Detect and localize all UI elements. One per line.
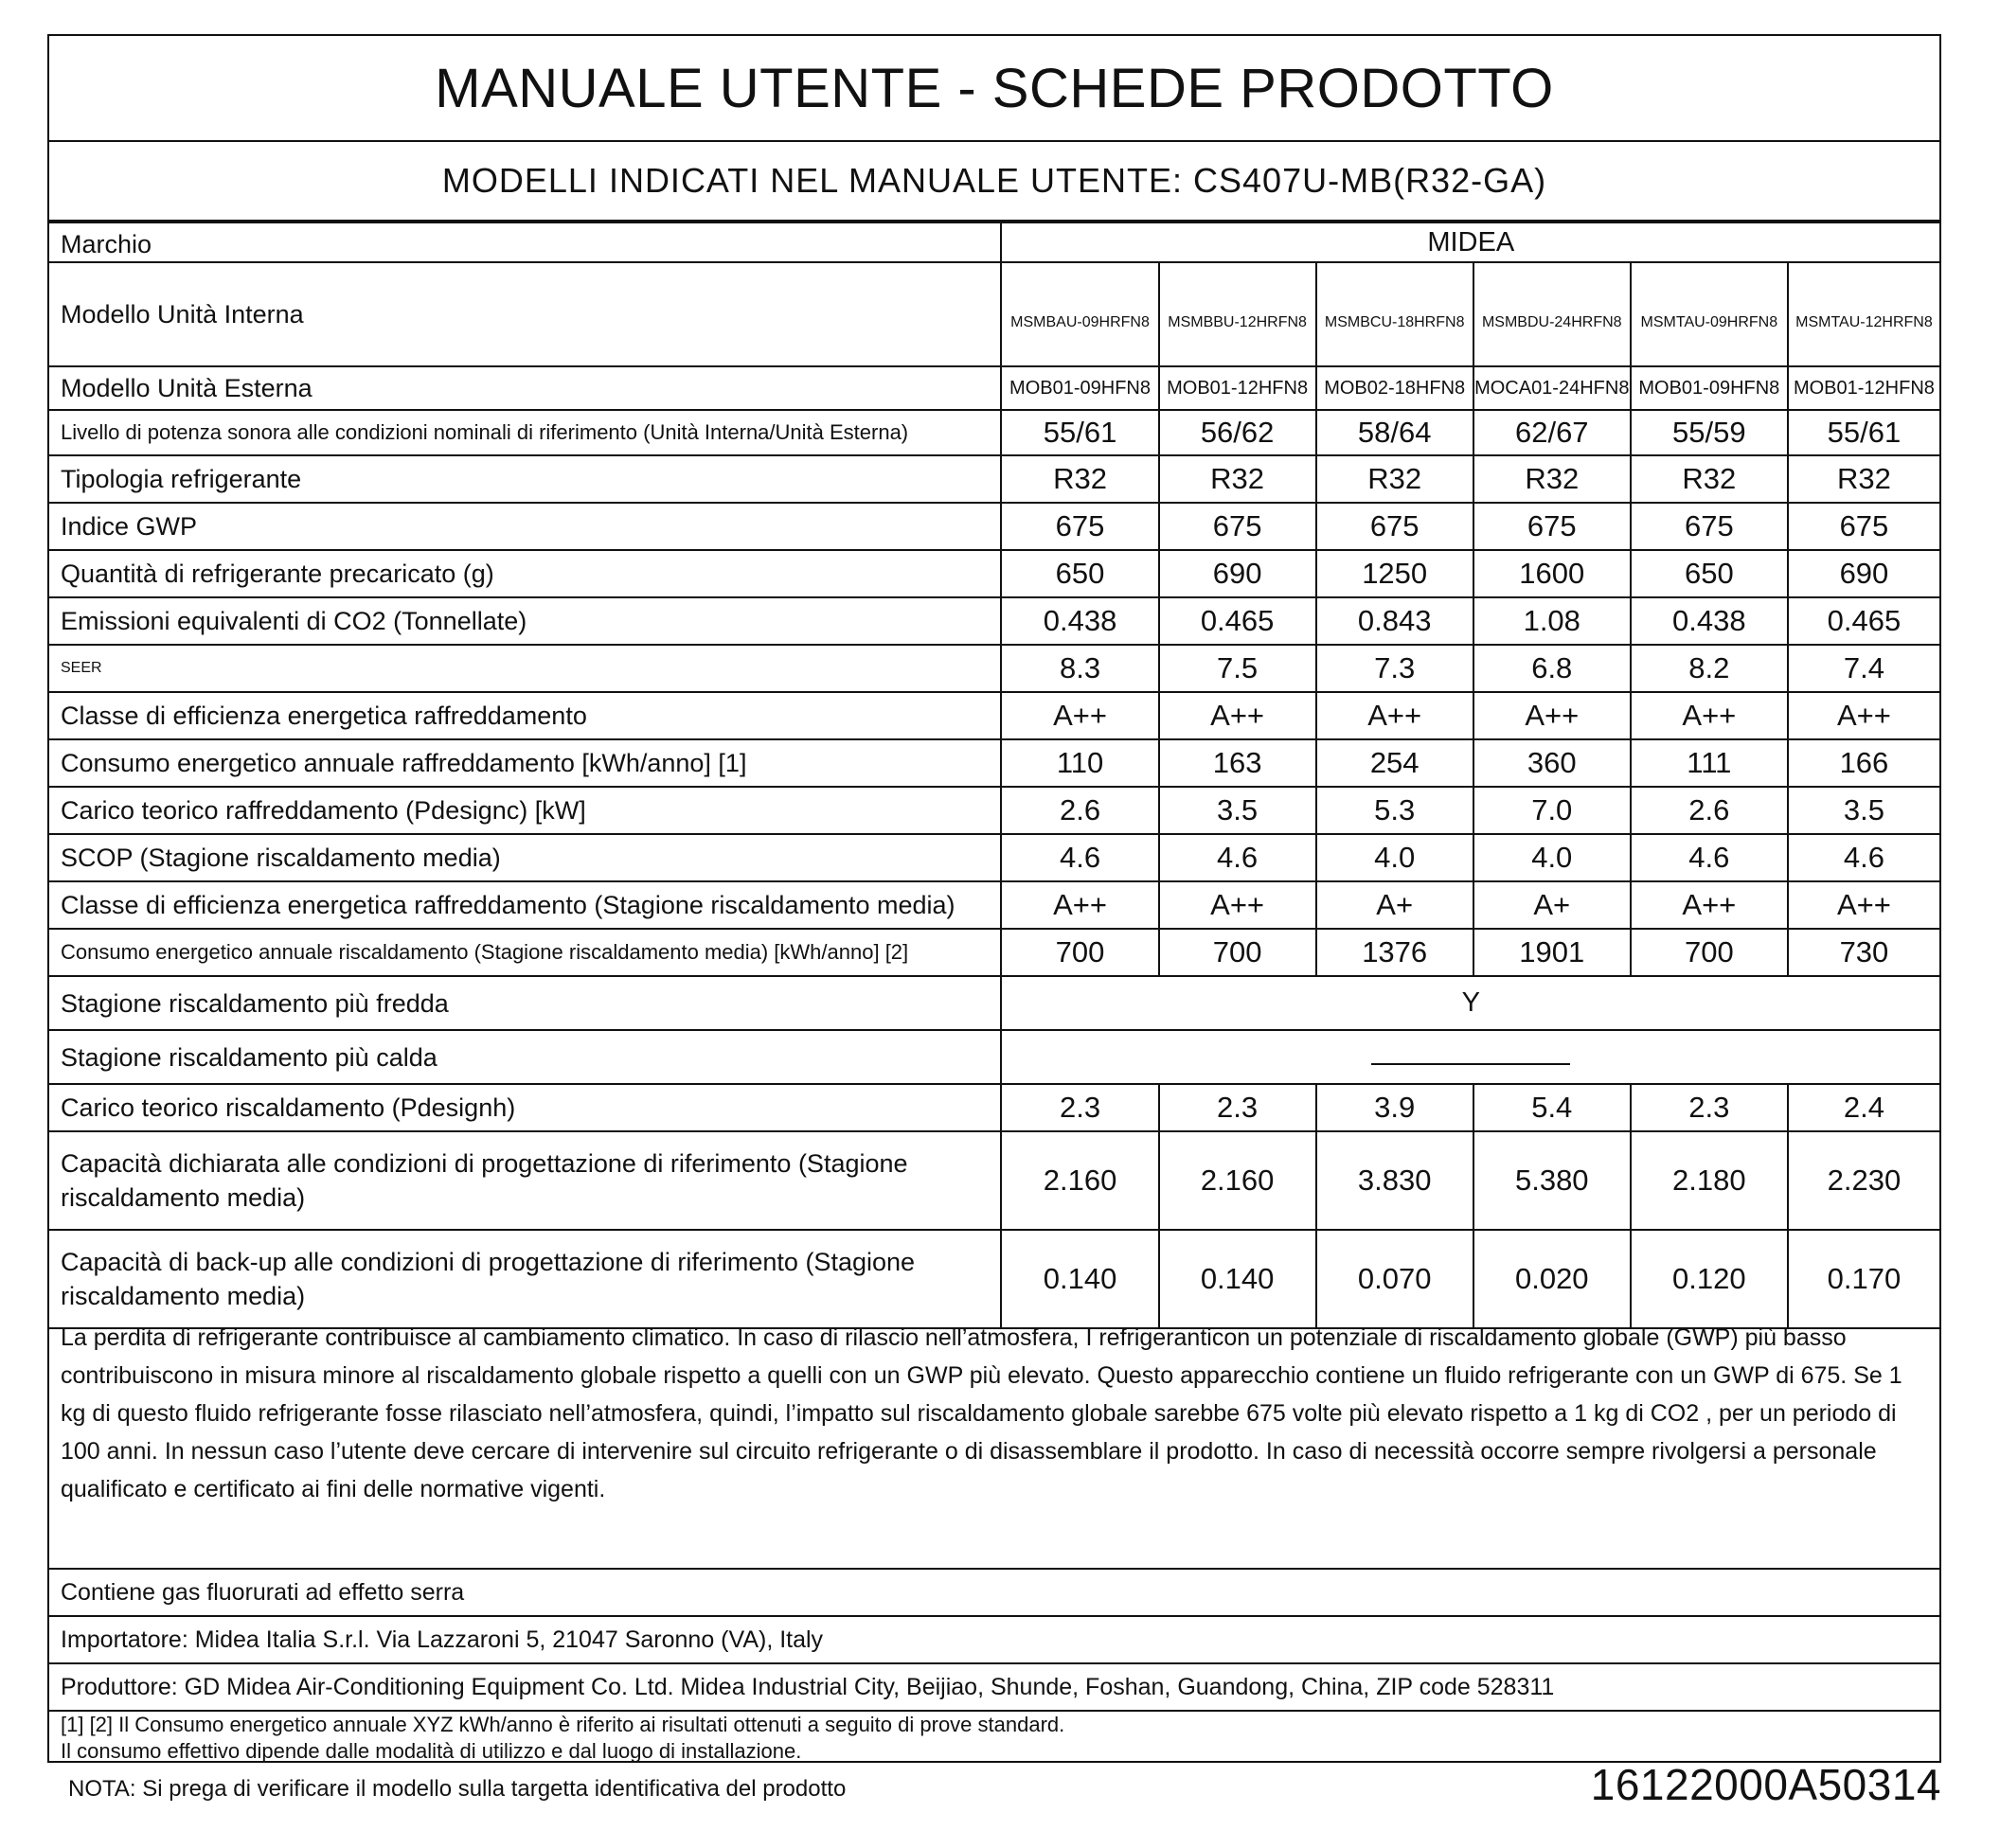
value-cell: 650 bbox=[1001, 550, 1158, 597]
indoor-model-label: Modello Unità Interna bbox=[49, 262, 1001, 366]
value-cell: 0.120 bbox=[1631, 1230, 1788, 1328]
row-label: Stagione riscaldamento più fredda bbox=[49, 976, 1001, 1030]
spec-row bbox=[49, 410, 1939, 455]
page-title: MANUALE UTENTE - SCHEDE PRODOTTO bbox=[49, 36, 1939, 142]
row-label: Consumo energetico annuale riscaldamento (Stagione riscaldamento media) [kWh/anno] [2] bbox=[49, 929, 1001, 976]
value-cell: A+ bbox=[1473, 881, 1631, 929]
empty-value-dash bbox=[1001, 1030, 1939, 1084]
row-label: Stagione riscaldamento più calda bbox=[49, 1030, 1001, 1084]
value-cell: 730 bbox=[1788, 929, 1939, 976]
row-label: Indice GWP bbox=[49, 503, 1001, 550]
value-cell: 2.3 bbox=[1001, 1084, 1158, 1131]
value-cell: 7.0 bbox=[1473, 787, 1631, 834]
value-cell: 3.5 bbox=[1788, 787, 1939, 834]
value-cell: A++ bbox=[1631, 692, 1788, 739]
spec-row bbox=[49, 645, 1939, 692]
value-cell: 2.6 bbox=[1001, 787, 1158, 834]
spec-row bbox=[49, 881, 1939, 929]
dash-line bbox=[1371, 1063, 1570, 1065]
value-cell: 7.5 bbox=[1159, 645, 1316, 692]
value-cell: 58/64 bbox=[1316, 410, 1473, 455]
value-cell: 62/67 bbox=[1473, 410, 1631, 455]
indoor-model: MSMBAU-09HRFN8 bbox=[1001, 262, 1158, 366]
value-cell: 110 bbox=[1001, 739, 1158, 787]
indoor-model: MSMTAU-09HRFN8 bbox=[1631, 262, 1788, 366]
value-cell: 675 bbox=[1473, 503, 1631, 550]
value-cell: 360 bbox=[1473, 739, 1631, 787]
value-cell: 0.438 bbox=[1631, 597, 1788, 645]
value-cell: R32 bbox=[1473, 455, 1631, 503]
value-cell: 690 bbox=[1788, 550, 1939, 597]
value-cell: 675 bbox=[1001, 503, 1158, 550]
value-cell: 8.3 bbox=[1001, 645, 1158, 692]
value-cell: 8.2 bbox=[1631, 645, 1788, 692]
value-cell: 675 bbox=[1631, 503, 1788, 550]
value-cell: 55/61 bbox=[1001, 410, 1158, 455]
value-cell: A++ bbox=[1788, 881, 1939, 929]
value-cell: 2.3 bbox=[1631, 1084, 1788, 1131]
value-cell: 2.4 bbox=[1788, 1084, 1939, 1131]
value-cell: R32 bbox=[1316, 455, 1473, 503]
indoor-model: MSMTAU-12HRFN8 bbox=[1788, 262, 1939, 366]
value-cell: 0.020 bbox=[1473, 1230, 1631, 1328]
value-cell: 690 bbox=[1159, 550, 1316, 597]
colder-season-row bbox=[49, 976, 1939, 1030]
indoor-model: MSMBBU-12HRFN8 bbox=[1159, 262, 1316, 366]
value-cell: 4.6 bbox=[1631, 834, 1788, 881]
row-label: Emissioni equivalenti di CO2 (Tonnellate) bbox=[49, 597, 1001, 645]
value-cell: A++ bbox=[1788, 692, 1939, 739]
row-label: Consumo energetico annuale raffreddamento [kWh/anno] [1] bbox=[49, 739, 1001, 787]
value-cell: 5.380 bbox=[1473, 1131, 1631, 1230]
value-cell: 4.0 bbox=[1473, 834, 1631, 881]
document-code: 16122000A50314 bbox=[1590, 1760, 1941, 1809]
value-cell: 650 bbox=[1631, 550, 1788, 597]
footnotes bbox=[49, 1712, 1939, 1765]
outdoor-model: MOCA01-24HFN8 bbox=[1473, 366, 1631, 410]
value-cell: 6.8 bbox=[1473, 645, 1631, 692]
value-cell: 0.465 bbox=[1159, 597, 1316, 645]
outdoor-model: MOB01-12HFN8 bbox=[1788, 366, 1939, 410]
merged-value: Y bbox=[1001, 976, 1939, 1030]
indoor-model-row bbox=[49, 262, 1939, 366]
row-label: Tipologia refrigerante bbox=[49, 455, 1001, 503]
spec-row bbox=[49, 1131, 1939, 1230]
value-cell: 1250 bbox=[1316, 550, 1473, 597]
row-label: Classe di efficienza energetica raffreddamento bbox=[49, 692, 1001, 739]
footnote-line: Il consumo effettivo dipende dalle modalità di utilizzo e dal luogo di installazione. bbox=[61, 1739, 802, 1763]
value-cell: A+ bbox=[1316, 881, 1473, 929]
refrigerant-notice: La perdita di refrigerante contribuisce al cambiamento climatico. In caso di rilascio nell’atmosfera, I refrigeranticon un potenziale di riscaldamento globale (GWP) più basso contribuiscono in misura minore al riscaldamento globale rispetto a quelli con un GWP più elevato. Questo apparecchio contiene un fluido refrigerante con un GWP di 675. Se 1 kg di questo fluido refrigerante fosse rilasciato nell’atmosfera, quindi, l’impatto sul riscaldamento globale sarebbe 675 volte più elevato rispetto a 1 kg di CO2 , per un periodo di 100 anni. In nessun caso l’utente deve cercare di intervenire sul circuito refrigerante o di disassemblare il prodotto. In caso di necessità occorre sempre rivolgersi a personale qualificato e certificato ai fini delle normative vigenti. bbox=[49, 1300, 1939, 1570]
value-cell: 4.6 bbox=[1001, 834, 1158, 881]
value-cell: 700 bbox=[1159, 929, 1316, 976]
spec-row bbox=[49, 503, 1939, 550]
spec-row bbox=[49, 550, 1939, 597]
outdoor-model: MOB01-12HFN8 bbox=[1159, 366, 1316, 410]
value-cell: 2.180 bbox=[1631, 1131, 1788, 1230]
value-cell: 0.465 bbox=[1788, 597, 1939, 645]
value-cell: A++ bbox=[1316, 692, 1473, 739]
value-cell: 4.0 bbox=[1316, 834, 1473, 881]
value-cell: 1600 bbox=[1473, 550, 1631, 597]
brand-row bbox=[49, 222, 1939, 262]
brand-label: Marchio bbox=[49, 222, 1001, 262]
spec-row bbox=[49, 597, 1939, 645]
outdoor-model: MOB02-18HFN8 bbox=[1316, 366, 1473, 410]
producer-info: Produttore: GD Midea Air-Conditioning Equipment Co. Ltd. Midea Industrial City, Beijiao, Shunde, Foshan, Guandong, China, ZIP code 528311 bbox=[49, 1664, 1939, 1712]
spec-table bbox=[49, 222, 1939, 1329]
spec-row bbox=[49, 692, 1939, 739]
value-cell: 675 bbox=[1159, 503, 1316, 550]
value-cell: A++ bbox=[1001, 881, 1158, 929]
value-cell: 254 bbox=[1316, 739, 1473, 787]
importer-info: Importatore: Midea Italia S.r.l. Via Lazzaroni 5, 21047 Saronno (VA), Italy bbox=[49, 1617, 1939, 1664]
value-cell: 0.140 bbox=[1001, 1230, 1158, 1328]
footnote-line: [1] [2] Il Consumo energetico annuale XYZ kWh/anno è riferito ai risultati ottenuti a seguito di prove standard. bbox=[61, 1713, 1065, 1736]
value-cell: A++ bbox=[1159, 881, 1316, 929]
value-cell: 4.6 bbox=[1159, 834, 1316, 881]
value-cell: 0.438 bbox=[1001, 597, 1158, 645]
spec-row bbox=[49, 1084, 1939, 1131]
outdoor-model: MOB01-09HFN8 bbox=[1001, 366, 1158, 410]
row-label: SEER bbox=[49, 645, 1001, 692]
value-cell: 0.843 bbox=[1316, 597, 1473, 645]
row-label: Carico teorico raffreddamento (Pdesignc) [kW] bbox=[49, 787, 1001, 834]
value-cell: 55/61 bbox=[1788, 410, 1939, 455]
value-cell: 0.170 bbox=[1788, 1230, 1939, 1328]
spec-row bbox=[49, 929, 1939, 976]
verification-note: NOTA: Si prega di verificare il modello sulla targetta identificativa del prodotto bbox=[68, 1776, 847, 1802]
indoor-model: MSMBCU-18HRFN8 bbox=[1316, 262, 1473, 366]
value-cell: R32 bbox=[1631, 455, 1788, 503]
value-cell: 1.08 bbox=[1473, 597, 1631, 645]
value-cell: 1376 bbox=[1316, 929, 1473, 976]
value-cell: 2.3 bbox=[1159, 1084, 1316, 1131]
spec-row bbox=[49, 739, 1939, 787]
row-label: SCOP (Stagione riscaldamento media) bbox=[49, 834, 1001, 881]
value-cell: 7.3 bbox=[1316, 645, 1473, 692]
spec-row bbox=[49, 787, 1939, 834]
value-cell: 166 bbox=[1788, 739, 1939, 787]
warmer-season-row bbox=[49, 1030, 1939, 1084]
value-cell: 2.230 bbox=[1788, 1131, 1939, 1230]
value-cell: 675 bbox=[1788, 503, 1939, 550]
value-cell: 163 bbox=[1159, 739, 1316, 787]
indoor-model: MSMBDU-24HRFN8 bbox=[1473, 262, 1631, 366]
spec-row bbox=[49, 455, 1939, 503]
value-cell: 2.160 bbox=[1001, 1131, 1158, 1230]
value-cell: A++ bbox=[1159, 692, 1316, 739]
brand-value: MIDEA bbox=[1001, 222, 1939, 262]
outdoor-model-label: Modello Unità Esterna bbox=[49, 366, 1001, 410]
value-cell: R32 bbox=[1788, 455, 1939, 503]
row-label: Livello di potenza sonora alle condizioni nominali di riferimento (Unità Interna/Unità Esterna) bbox=[49, 410, 1001, 455]
value-cell: R32 bbox=[1001, 455, 1158, 503]
value-cell: 111 bbox=[1631, 739, 1788, 787]
value-cell: 7.4 bbox=[1788, 645, 1939, 692]
value-cell: 5.4 bbox=[1473, 1084, 1631, 1131]
value-cell: 2.160 bbox=[1159, 1131, 1316, 1230]
row-label: Quantità di refrigerante precaricato (g) bbox=[49, 550, 1001, 597]
value-cell: 700 bbox=[1631, 929, 1788, 976]
fluorinated-gas-note: Contiene gas fluorurati ad effetto serra bbox=[49, 1570, 1939, 1617]
value-cell: 56/62 bbox=[1159, 410, 1316, 455]
value-cell: A++ bbox=[1631, 881, 1788, 929]
value-cell: A++ bbox=[1473, 692, 1631, 739]
value-cell: 55/59 bbox=[1631, 410, 1788, 455]
value-cell: R32 bbox=[1159, 455, 1316, 503]
value-cell: 4.6 bbox=[1788, 834, 1939, 881]
value-cell: 0.140 bbox=[1159, 1230, 1316, 1328]
models-subtitle: MODELLI INDICATI NEL MANUALE UTENTE: CS407U-MB(R32-GA) bbox=[49, 142, 1939, 222]
row-label: Carico teorico riscaldamento (Pdesignh) bbox=[49, 1084, 1001, 1131]
value-cell: 675 bbox=[1316, 503, 1473, 550]
value-cell: 1901 bbox=[1473, 929, 1631, 976]
outdoor-model-row bbox=[49, 366, 1939, 410]
value-cell: 3.9 bbox=[1316, 1084, 1473, 1131]
value-cell: 2.6 bbox=[1631, 787, 1788, 834]
value-cell: 3.5 bbox=[1159, 787, 1316, 834]
value-cell: 0.070 bbox=[1316, 1230, 1473, 1328]
value-cell: A++ bbox=[1001, 692, 1158, 739]
value-cell: 5.3 bbox=[1316, 787, 1473, 834]
outdoor-model: MOB01-09HFN8 bbox=[1631, 366, 1788, 410]
row-label: Classe di efficienza energetica raffreddamento (Stagione riscaldamento media) bbox=[49, 881, 1001, 929]
value-cell: 700 bbox=[1001, 929, 1158, 976]
value-cell: 3.830 bbox=[1316, 1131, 1473, 1230]
product-sheet bbox=[47, 34, 1941, 1763]
spec-row bbox=[49, 834, 1939, 881]
row-label: Capacità dichiarata alle condizioni di progettazione di riferimento (Stagione riscaldamento media) bbox=[49, 1131, 1001, 1230]
row-label: Capacità di back-up alle condizioni di progettazione di riferimento (Stagione riscaldamento media) bbox=[49, 1230, 1001, 1328]
